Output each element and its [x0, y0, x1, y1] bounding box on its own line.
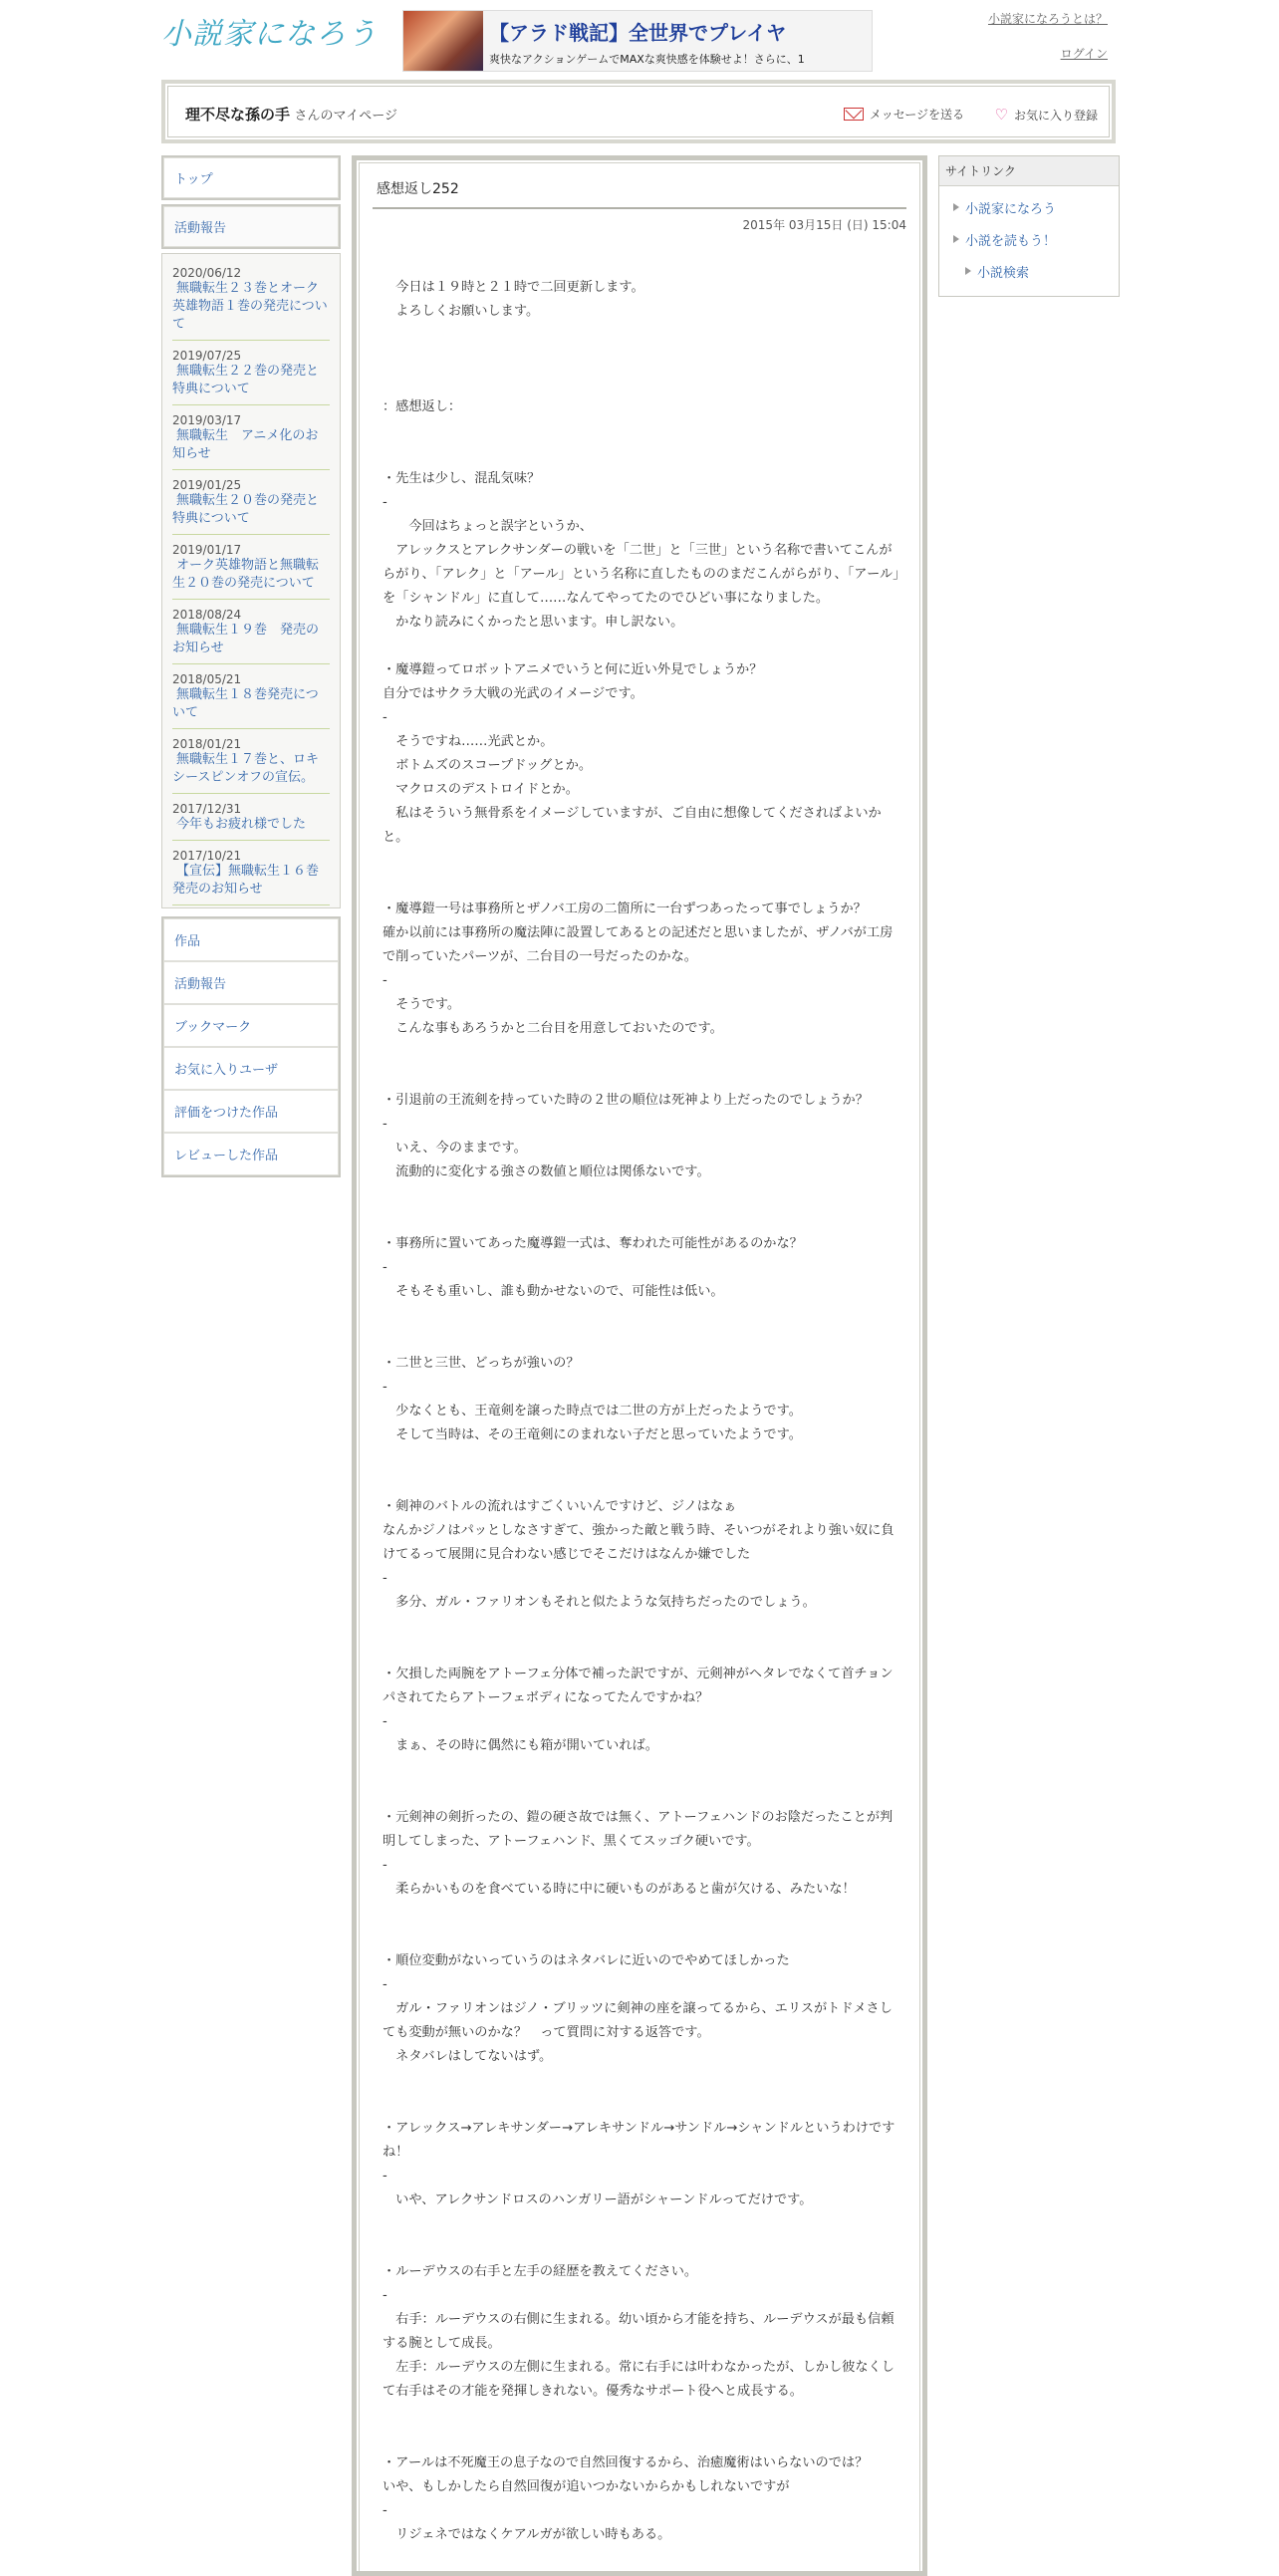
- send-message-button[interactable]: [844, 106, 964, 123]
- mypage-header: [161, 80, 1116, 143]
- report-item: [172, 258, 330, 341]
- mypage-title: [185, 104, 397, 125]
- user-name: 理不尽な孫の手: [185, 106, 291, 124]
- post-date: 2015年 03月15日 (日) 15:04: [742, 218, 906, 232]
- site-link-label: 小説検索: [977, 265, 1030, 281]
- site-link-yomou[interactable]: [953, 228, 1119, 250]
- site-link-narou[interactable]: [953, 196, 1119, 218]
- mypage-suffix: さんのマイページ: [294, 109, 397, 124]
- arrow-right-icon: [953, 203, 959, 211]
- activity-report-list: [161, 253, 341, 908]
- report-title-link[interactable]: 今年もお疲れ様でした: [176, 817, 307, 832]
- post-panel: [352, 155, 927, 2576]
- site-link-label: 小説家になろう: [965, 201, 1057, 217]
- menu-bookmarks[interactable]: ブックマーク: [163, 1004, 339, 1047]
- report-item: [172, 600, 330, 664]
- report-title-link[interactable]: 無職転生１７巻と、ロキシースピンオフの宣伝。: [172, 752, 320, 785]
- menu-favorite-users[interactable]: お気に入りユーザ: [163, 1047, 339, 1090]
- report-date: 2019/03/17: [172, 413, 242, 427]
- menu-rated-works[interactable]: 評価をつけた作品: [163, 1090, 339, 1133]
- add-favorite-label: お気に入り登録: [1013, 108, 1098, 123]
- login-link[interactable]: ログイン: [1060, 47, 1108, 61]
- report-item: [172, 729, 330, 794]
- site-links-title: サイトリンク: [939, 156, 1119, 186]
- report-date: 2017/12/31: [172, 802, 242, 816]
- activity-header-box: [161, 204, 341, 249]
- report-item: [172, 841, 330, 905]
- site-link-label: 小説を読もう！: [965, 233, 1057, 249]
- site-link-search[interactable]: [965, 260, 1119, 282]
- report-item: [172, 535, 330, 600]
- report-date: 2017/10/21: [172, 849, 242, 863]
- report-date: 2019/01/17: [172, 543, 242, 557]
- report-date: 2019/01/25: [172, 478, 242, 492]
- menu-activity-reports[interactable]: 活動報告: [163, 961, 339, 1004]
- heart-icon: ♡: [994, 106, 1008, 124]
- user-menu: [161, 916, 341, 1177]
- arrow-right-icon: [953, 235, 959, 243]
- envelope-icon: [844, 108, 864, 121]
- about-link[interactable]: 小説家になろうとは？: [987, 12, 1108, 26]
- menu-works[interactable]: 作品: [163, 918, 339, 961]
- report-date: 2018/01/21: [172, 737, 242, 751]
- report-title-link[interactable]: 無職転生２３巻とオーク英雄物語１巻の発売について: [172, 281, 328, 332]
- activity-report-header[interactable]: 活動報告: [163, 206, 339, 247]
- post-body: 今日は１９時と２１時で二回更新します。 よろしくお願いします。 ：感想返し： ・先生は少し、混乱気味？ - 今回はちょっと誤字というか、 アレックスとアレクサンダーの戦いを「二世」と「三世」という名称で書いてこんがらがり、「アレク」と「アール」という名称に直したもののまだこんがらがり、「アール」を「シャンドル」に直して……なんてやってたのでひどい事になりました。 かなり読みにくかったと思います。申し訳ない。 ・魔導鎧ってロボットアニメでいうと何に近い外見でしょうか？ 自分ではサクラ大戦の光武のイメージです。 - そうですね……光武とか。 ボトムズのスコープドッグとか。 マクロスのデストロイドとか。 私はそういう無骨系をイメージしていますが、ご自由に想像してくださればよいかと。 ・魔導鎧一号は事務所とザノバ工房の二箇所に一台ずつあったって事でしょうか？ 確か以前には事務所の魔法陣に設置してあるとの記述だと思いましたが、ザノバが工房で削っていたパーツが、二台目の一号だったのかな。 - そうです。 こんな事もあろうかと二台目を用意しておいたのです。 ・引退前の王流剣を持っていた時の２世の順位は死神より上だったのでしょうか？ - いえ、今のままです。 流動的に変化する強さの数値と順位は関係ないです。 ・事務所に置いてあった魔導鎧一式は、奪われた可能性があるのかな？ - そもそも重いし、誰も動かせないので、可能性は低い。 ・二世と三世、どっちが強いの？ - 少なくとも、王竜剣を譲った時点では二世の方が上だったようです。 そして当時は、その王竜剣にのまれない子だと思っていたようです。 ・剣神のバトルの流れはすごくいいんですけど、ジノはなぁ なんかジノはパッとしなさすぎて、強かった敵と戦う時、そいつがそれより強い奴に負けてるって展開に見合わない感じでそこだけはなんか嫌でした - 多分、ガル・ファリオンもそれと似たような気持ちだったのでしょう。 ・欠損した両腕をアトーフェ分体で補った訳ですが、元剣神がヘタレでなくて首チョンパされてたらアトーフェボディになってたんですかね？ - まぁ、その時に偶然にも箱が開いていれば。 ・元剣神の剣折ったの、鎧の硬さ故では無く、アトーフェハンドのお陰だったことが判明してしまった、アトーフェハンド、黒くてスッゴク硬いです。 - 柔らかいものを食べている時に中に硬いものがあると歯が欠ける、みたいな！ ・順位変動がないっていうのはネタバレに近いのでやめてほしかった - ガル・ファリオンはジノ・ブリッツに剣神の座を譲ってるから、エリスがトドメさしても変動が無いのかな？ って質問に対する返答です。 ネタバレはしてないはず。 ・アレックス→アレキサンダー→アレキサンドル→サンドル→シャンドルというわけですね！ - いや、アレクサンドロスのハンガリー語がシャーンドルってだけです。 ・ルーデウスの右手と左手の経歴を教えてください。 - 右手：ルーデウスの右側に生まれる。幼い頃から才能を持ち、ルーデウスが最も信頼する腕として成長。 左手：ルーデウスの左側に生まれる。常に右手には叶わなかったが、しかし彼なくして右手はその才能を発揮しきれない。優秀なサポート役へと成長する。 ・アールは不死魔王の息子なので自然回復するから、治癒魔術はいらないのでは？ いや、もしかしたら自然回復が追いつかないからかもしれないですが - リジェネではなくケアルガが欲しい時もある。: [383, 280, 899, 2542]
- report-title-link[interactable]: 【宣伝】無職転生１６巻発売のお知らせ: [172, 864, 320, 897]
- site-logo-text[interactable]: 小説家になろう: [161, 17, 378, 52]
- report-item: [172, 405, 330, 470]
- report-title-link[interactable]: 無職転生１８巻発売について: [172, 687, 319, 720]
- top-nav-box: [161, 155, 341, 200]
- report-item: [172, 341, 330, 405]
- report-item: [172, 794, 330, 841]
- report-item: [172, 470, 330, 535]
- report-title-link[interactable]: 無職転生１９巻 発売のお知らせ: [172, 623, 320, 655]
- post-title: 感想返し252: [377, 181, 459, 197]
- report-title-link[interactable]: オーク英雄物語と無職転生２０巻の発売について: [172, 558, 320, 591]
- site-logo[interactable]: [161, 10, 378, 52]
- add-favorite-button[interactable]: [995, 106, 1098, 124]
- ad-banner[interactable]: [402, 10, 873, 72]
- site-links-box: [938, 155, 1120, 297]
- menu-reviewed-works[interactable]: レビューした作品: [163, 1133, 339, 1175]
- title-divider: [373, 207, 906, 209]
- nav-top[interactable]: トップ: [163, 157, 339, 198]
- report-date: 2018/05/21: [172, 672, 242, 686]
- report-date: 2018/08/24: [172, 608, 242, 622]
- ad-banner-image[interactable]: [403, 11, 483, 71]
- ad-banner-headline[interactable]: 【アラド戦記】全世界でプレイヤ: [489, 21, 787, 45]
- report-title-link[interactable]: 無職転生 アニメ化のお知らせ: [172, 428, 319, 461]
- report-title-link[interactable]: 無職転生２０巻の発売と特典について: [172, 493, 320, 526]
- report-item: [172, 664, 330, 729]
- report-date: 2020/06/12: [172, 266, 242, 280]
- report-date: 2019/07/25: [172, 349, 242, 363]
- left-sidebar: [161, 155, 341, 1177]
- report-title-link[interactable]: 無職転生２２巻の発売と特典について: [172, 364, 320, 396]
- ad-banner-subtext[interactable]: 爽快なアクションゲームでMAXな爽快感を体験せよ！さらに、1: [489, 53, 805, 66]
- arrow-right-icon: [965, 267, 971, 275]
- send-message-label: メッセージを送る: [869, 108, 964, 122]
